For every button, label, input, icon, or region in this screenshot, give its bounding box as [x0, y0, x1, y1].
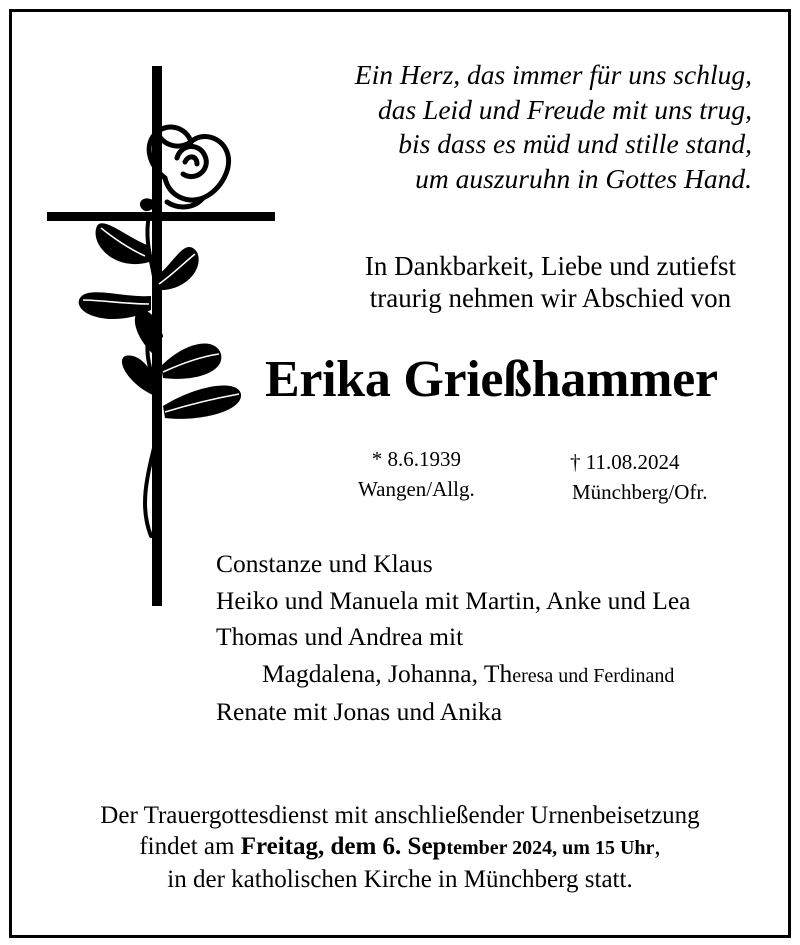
service-line-3: in der katholischen Kirche in Münchberg statt. — [167, 866, 633, 893]
family-list — [216, 546, 690, 731]
verse-line: das Leid und Freude mit uns trug, — [377, 93, 752, 125]
family-line-part: Magdalena, Johanna, Th — [262, 658, 513, 688]
deceased-name: Erika Grießhammer — [265, 351, 718, 408]
verse-line: um auszuruhn in Gottes Hand. — [415, 162, 752, 194]
family-line — [216, 656, 690, 695]
service-line-2 — [0, 831, 800, 864]
birth-date: * 8.6.1939 — [371, 447, 461, 471]
family-line: Renate mit Jonas und Anika — [216, 697, 503, 726]
funeral-service-info — [0, 800, 800, 895]
family-line: Constanze und Klaus — [216, 549, 433, 578]
family-line: Thomas und Andrea mit — [216, 622, 464, 651]
verse-line: Ein Herz, das immer für uns schlug, — [354, 59, 752, 90]
verse-line: bis dass es müd und stille stand, — [398, 128, 752, 159]
death-date: † 11.08.2024 — [570, 450, 680, 474]
service-date-small: tember 2024, um 15 Uhr — [446, 837, 655, 859]
service-date-bold: Freitag, dem 6. Sep — [240, 833, 447, 860]
birth-place: Wangen/Allg. — [358, 477, 475, 501]
death-info — [570, 447, 708, 507]
intro-line-2: traurig nehmen wir Abschied von — [369, 283, 732, 313]
service-text: findet am — [139, 833, 241, 860]
service-line-1: Der Trauergottesdienst mit anschließender Urnenbeisetzung — [100, 802, 700, 829]
intro-line-1: In Dankbarkeit, Liebe und zutiefst — [364, 251, 736, 281]
birth-info — [358, 444, 475, 504]
farewell-intro — [365, 250, 736, 314]
family-line: Heiko und Manuela mit Martin, Anke und Lea — [216, 585, 691, 615]
death-place: Münchberg/Ofr. — [572, 480, 708, 504]
cross-with-rose-icon — [45, 66, 280, 606]
family-line-part-small: eresa und Ferdinand — [512, 664, 675, 687]
memorial-verse — [355, 58, 752, 196]
service-comma: , — [654, 833, 661, 860]
